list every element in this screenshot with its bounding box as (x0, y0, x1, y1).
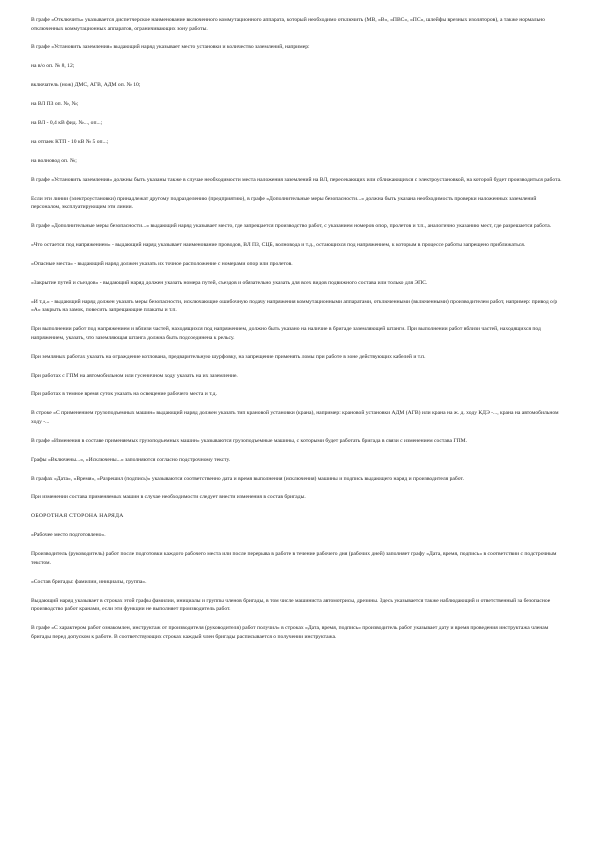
paragraph: «Опасные места» - выдающий наряд должен указать их точное расположение с номерами опор или пролетов. (31, 260, 293, 267)
paragraph: В строке «С применением грузоподъемных машин» выдающий наряд должен указать тип крановой установки (крана), например: крановой установки АДМ (АГВ) или крана на ж. д. ходу КДЭ -..., крана на автомобильном ходу -... (31, 410, 559, 425)
paragraph: на ВЛ ПЗ оп. №, №; (31, 101, 79, 108)
paragraph: «Что остается под напряжением» - выдающий наряд указывает наименование проводов, ВЛ ПЗ, СЦБ, волновода и т.д., остающихся под напряжением, к которым в процессе работы запрещено приближаться. (31, 241, 526, 248)
paragraph-list-reverse-side (31, 531, 565, 641)
paragraph: В графе «Дополнительные меры безопасности...» выдающий наряд указывает место, где запрещается производство работ, с указанием номеров опор, пролетов и т.п., аналогично указанию мест, где разрешается работа. (31, 223, 552, 230)
paragraph: «Состав бригады: фамилии, инициалы, группа». (31, 578, 147, 585)
paragraph: При работах в темное время суток указать на освещение рабочего места и т.д. (31, 391, 217, 398)
paragraph: При изменении состава применяемых машин в случае необходимости следует внести изменения в состав бригады. (31, 494, 306, 501)
paragraph: Выдающий наряд указывает в строках этой графы фамилии, инициалы и группы членов бригады, в том числе машиниста автомотрисы, дрезины. Здесь указывается также наблюдающий и ответственный за безопасное производство работ кранами, если эти функции не выполняет производитель работ. (31, 597, 551, 613)
paragraph: В графе «Установить заземления» должны быть указаны также в случае необходимости места наложения заземлений на ВЛ, пересекающих или сближающихся с электроустановкой, на которой будет производиться работа. (31, 176, 562, 183)
paragraph: на волновод оп. №; (31, 157, 77, 164)
section-heading: ОБОРОТНАЯ СТОРОНА НАРЯДА (31, 513, 124, 520)
paragraph: Если эти линии (электроустановки) принадлежат другому подразделению (предприятию), в графе «Дополнительные меры безопасности...» должна быть указана необходимость проверки наложенных заземлений персоналом, эксплуатирующим эти линии. (31, 195, 537, 211)
paragraph: «И т.д.» - выдающий наряд должен указать меры безопасности, исключающие ошибочную подачу напряжения коммутационными аппаратами, отключенными (включенными) производителем работ, например: привод о/р «А» закрыть на замок, повесить запрещающие плакаты и т.п. (31, 298, 558, 314)
paragraph: на ВЛ - 0,4 кВ фид. №..., оп...; (31, 120, 103, 127)
paragraph: В графе «Отключить» указывается диспетчерское наименование включенного коммутационного аппарата, который необходимо отключить (МВ, «В», «ПВС», «ПС», шлейфы врезных изоляторов), а также нормально отключенных коммутационных аппаратов, ограничивающих зону работы. (31, 17, 545, 32)
paragraph: включатель (нож) ДМС, АГВ, АДМ оп. № 10; (31, 82, 141, 89)
paragraph: В графе «Установить заземления» выдающий наряд указывает место установки и количество заземлений, например: (31, 44, 310, 51)
paragraph: При земляных работах указать на ограждение котлована, предварительную шурфовку, на запрещение применять ломы при работе в зоне действующих кабелей и т.п. (31, 353, 426, 360)
paragraph: При выполнении работ под напряжением и вблизи частей, находящихся под напряжением, должно быть указано на наличие в бригаде заземляющей штанги. При выполнении работ вблизи частей, находящихся под напряжением, указать, что заземляющая штанга должна быть подсоединена к рельсу. (31, 326, 541, 341)
paragraph: «Закрытие путей и съездов» - выдающий наряд должен указать номера путей, съездов и обязательно указать для всех видов подвижного состава или только для ЭПС. (31, 279, 428, 286)
paragraph: В графе «С характером работ ознакомлен, инструктаж от производителя (руководителя) работ получил» в строках «Дата, время, подпись» производитель работ указывает дату и время проведения инструктажа членам бригады перед допуском к работе. В соответствующих строках каждый член бригады расписывается о получении инструктажа. (31, 624, 549, 640)
paragraph: «Рабочее место подготовлено». (31, 532, 106, 539)
paragraph: В графе «Изменения в составе применяемых грузоподъемных машин» указываются грузоподъемные машины, с которыми будет работать бригада в связи с изменением состава ГПМ. (31, 437, 467, 444)
paragraph: При работах с ГПМ на автомобильном или гусеничном ходу указать на их заземление. (31, 372, 238, 379)
paragraph-list (31, 16, 565, 502)
paragraph: Производитель (руководитель) работ после подготовки каждого рабочего места или после перерыва в работе в течение рабочего дня (рабочих дней) заполняет графу «Дата, время, подпись» в соответствии с подстрочным текстом. (31, 551, 557, 566)
paragraph: на в/о оп. № 8, 12; (31, 63, 75, 70)
paragraph: В графах «Дата», «Время», «Разрешил (подпись)» указываются соответственно дата и время выполнения (исключения) машины и подпись выдающего наряд и производителя работ. (31, 475, 464, 482)
paragraph: Графы «Включены...», «Исключены...» заполняются согласно подстрочному тексту. (31, 456, 231, 463)
paragraph: на отпаек КТП - 10 кВ № 5 оп...; (31, 138, 109, 145)
